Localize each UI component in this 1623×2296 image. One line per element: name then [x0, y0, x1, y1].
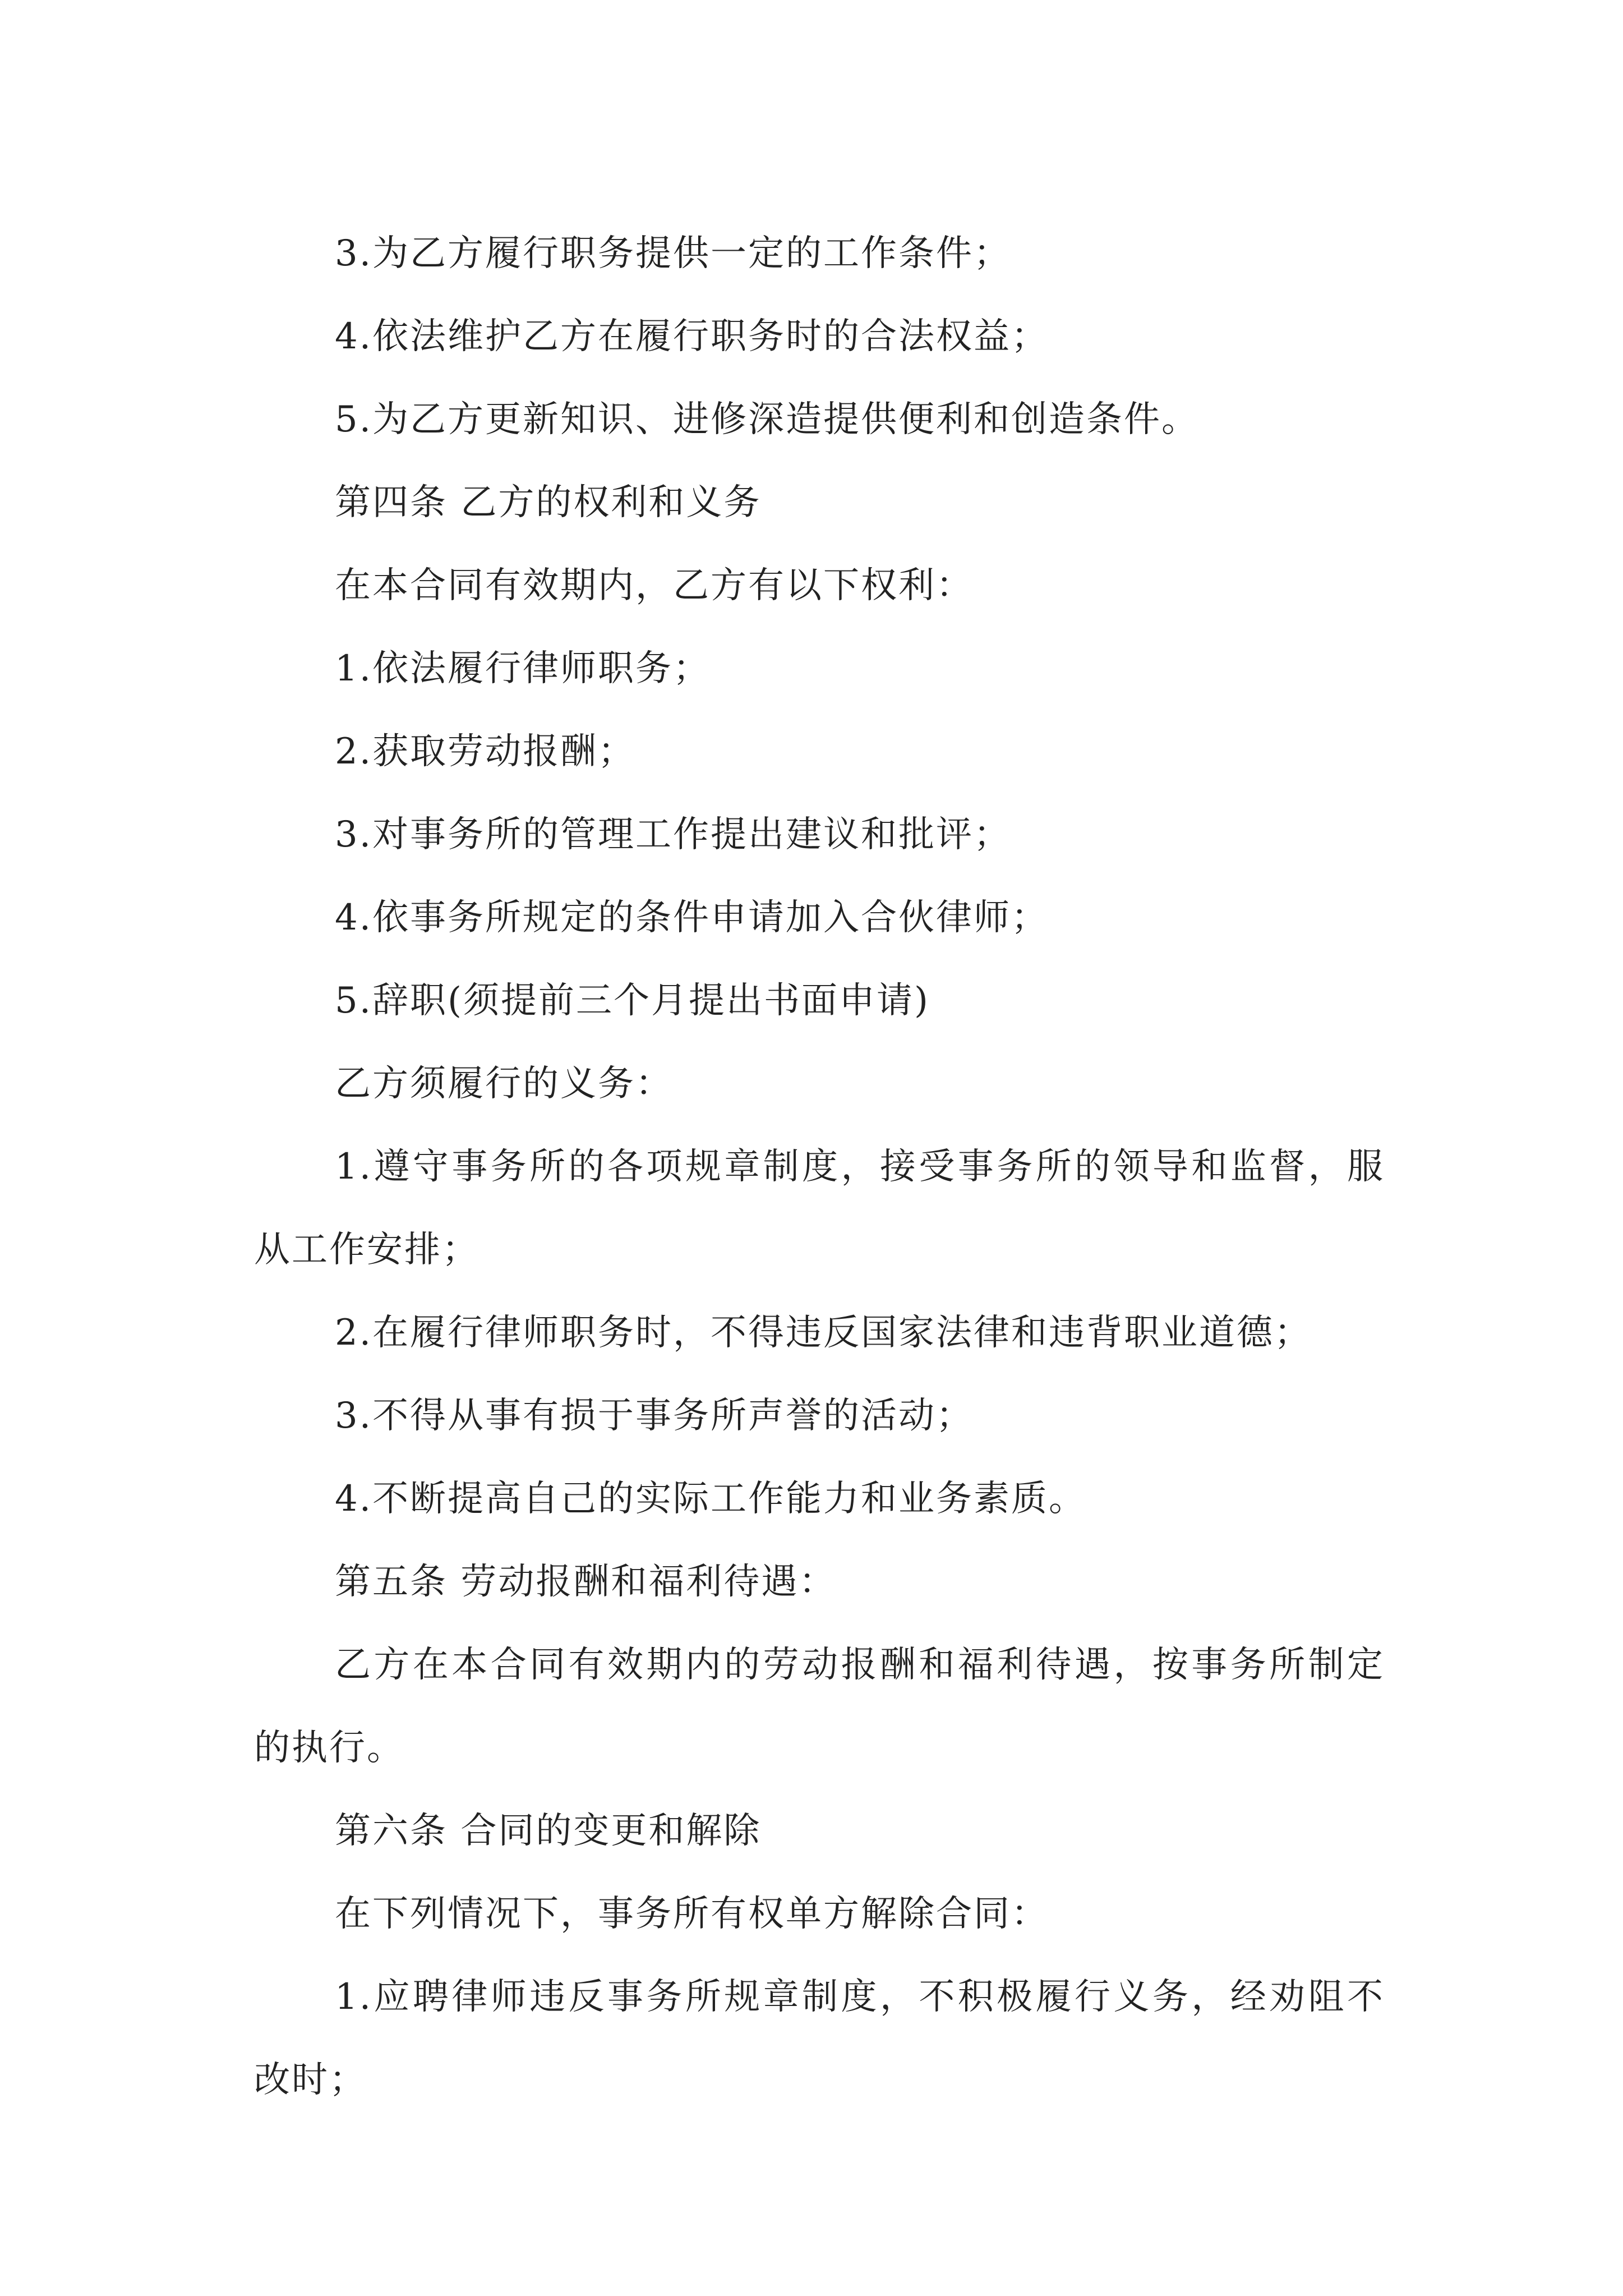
duties-intro: 乙方须履行的义务：	[335, 1063, 673, 1105]
termination-intro: 在下列情况下，事务所有权单方解除合同：	[335, 1893, 1049, 1935]
duty-item-1: 1.遵守事务所的各项规章制度，接受事务所的领导和监督，服从工作安排；	[254, 1146, 1385, 1271]
right-item-3: 3.对事务所的管理工作提出建议和批评；	[335, 814, 1012, 855]
article-4-heading: 第四条 乙方的权利和义务	[335, 482, 762, 523]
clause-item-3-work-conditions: 3.为乙方履行职务提供一定的工作条件；	[335, 233, 1012, 274]
duty-item-2: 2.在履行律师职务时，不得违反国家法律和违背职业道德；	[335, 1312, 1312, 1354]
clause-item-5-further-study: 5.为乙方更新知识、进修深造提供便利和创造条件。	[335, 399, 1200, 440]
termination-item-1: 1.应聘律师违反事务所规章制度，不积极履行义务，经劝阻不改时；	[254, 1976, 1385, 2101]
rights-intro: 在本合同有效期内，乙方有以下权利：	[335, 565, 974, 606]
right-item-4: 4.依事务所规定的条件申请加入合伙律师；	[335, 897, 1049, 938]
article-5-body: 乙方在本合同有效期内的劳动报酬和福利待遇，按事务所制定的执行。	[254, 1644, 1385, 1769]
right-item-5: 5.辞职(须提前三个月提出书面申请)	[335, 980, 930, 1022]
article-5-heading: 第五条 劳动报酬和福利待遇：	[335, 1561, 837, 1603]
right-item-2: 2.获取劳动报酬；	[335, 731, 636, 772]
document-body	[254, 212, 1385, 2122]
clause-item-4-legal-rights: 4.依法维护乙方在履行职务时的合法权益；	[335, 316, 1049, 357]
duty-item-3: 3.不得从事有损于事务所声誉的活动；	[335, 1395, 974, 1437]
article-6-heading: 第六条 合同的变更和解除	[335, 1810, 762, 1852]
right-item-1: 1.依法履行律师职务；	[335, 648, 711, 689]
duty-item-4: 4.不断提高自己的实际工作能力和业务素质。	[335, 1478, 1087, 1520]
